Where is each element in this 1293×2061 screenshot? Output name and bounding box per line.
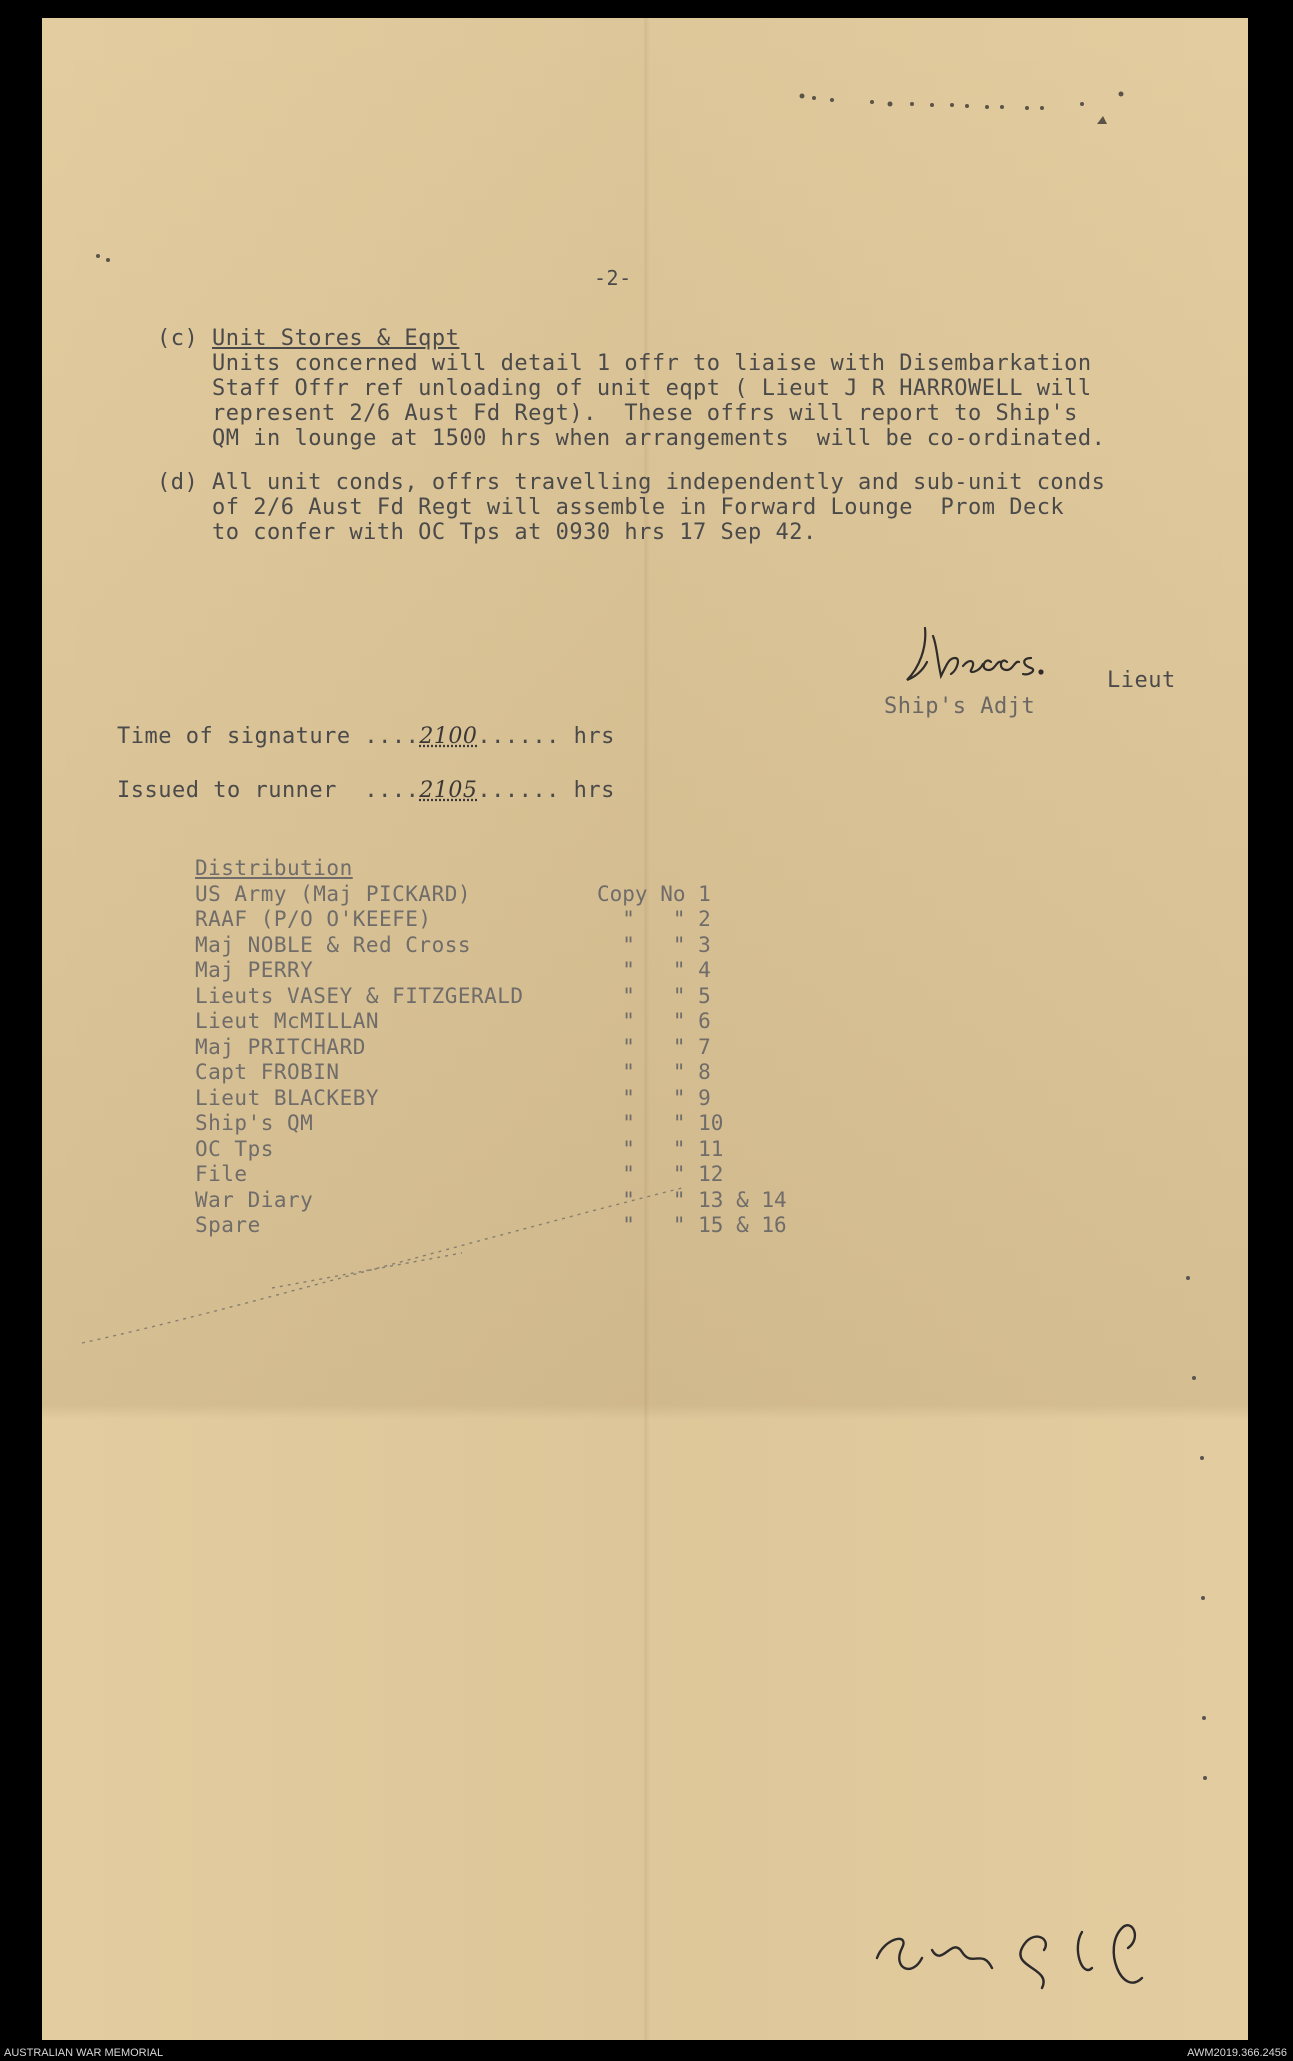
document-page — [42, 18, 1248, 2040]
distribution-name-2: RAAF (P/O O'KEEFE) — [195, 907, 432, 931]
distribution-copy-8: " " 8 — [597, 1060, 711, 1084]
time-of-signature-dots-after: ...... — [477, 724, 560, 749]
distribution-copy-14: " " 15 & 16 — [597, 1213, 787, 1237]
distribution-copy-3: " " 3 — [597, 932, 711, 957]
distribution-list — [195, 856, 524, 1239]
distribution-name-14: Spare — [195, 1213, 261, 1237]
distribution-heading: Distribution — [195, 856, 353, 880]
footer-left: AUSTRALIAN WAR MEMORIAL — [4, 2047, 164, 2059]
distribution-name-8: Capt FROBIN — [195, 1060, 340, 1084]
distribution-name-1: US Army (Maj PICKARD) — [195, 881, 472, 906]
distribution-copy-4: " " 4 — [597, 958, 711, 982]
paragraph-c-line-3: represent 2/6 Aust Fd Regt). These offrs will report to Ship's — [157, 401, 1078, 426]
issued-to-runner-dots-after: ...... — [477, 778, 560, 803]
page-number: -2- — [594, 266, 632, 290]
issued-to-runner-unit: hrs — [559, 778, 615, 803]
paragraph-c-line-2: Staff Offr ref unloading of unit eqpt ( Lieut J R HARROWELL will — [157, 376, 1092, 401]
signature-mark — [897, 618, 1067, 698]
distribution-copy-6: " " 6 — [597, 1009, 711, 1033]
signature-rank: Lieut — [1107, 668, 1176, 693]
distribution-copy-column — [597, 856, 787, 1239]
footer-right: AWM2019.366.2456 — [1187, 2047, 1287, 2059]
time-of-signature-label: Time of signature — [117, 724, 365, 749]
distribution-copy-12: " " 12 — [597, 1162, 724, 1186]
distribution-name-9: Lieut BLACKEBY — [195, 1085, 380, 1110]
paragraph-c-label: (c) — [157, 326, 212, 351]
time-of-signature-dots: .... — [364, 724, 420, 749]
distribution-name-13: War Diary — [195, 1187, 314, 1212]
issued-to-runner-line — [117, 778, 615, 803]
distribution-copy-13: " " 13 & 14 — [597, 1187, 787, 1212]
issued-to-runner-dots: .... — [364, 778, 420, 803]
signature-title: Ship's Adjt — [884, 694, 1036, 719]
paragraph-c-line-1: Units concerned will detail 1 offr to liaise with Disembarkation — [157, 351, 1092, 376]
issued-to-runner-value: 2105 — [419, 778, 478, 803]
paragraph-d-line-1: (d) All unit conds, offrs travelling independently and sub-unit conds — [157, 470, 1106, 495]
distribution-copy-10: " " 10 — [597, 1111, 724, 1135]
distribution-name-12: File — [195, 1162, 248, 1186]
distribution-name-3: Maj NOBLE & Red Cross — [195, 932, 472, 957]
issued-to-runner-label: Issued to runner — [117, 778, 365, 803]
paragraph-c-heading: Unit Stores & Eqpt — [211, 326, 460, 351]
time-of-signature-value: 2100 — [419, 724, 478, 749]
distribution-copy-5: " " 5 — [597, 983, 711, 1008]
time-of-signature-line — [117, 724, 615, 749]
paragraph-d-line-3: to confer with OC Tps at 0930 hrs 17 Sep 42. — [157, 520, 817, 545]
distribution-name-11: OC Tps — [195, 1136, 274, 1161]
paragraph-c — [157, 326, 1105, 451]
time-of-signature-unit: hrs — [559, 724, 615, 749]
distribution-copy-11: " " 11 — [597, 1136, 724, 1161]
paragraph-c-line-4: QM in lounge at 1500 hrs when arrangements will be co-ordinated. — [157, 426, 1106, 451]
distribution-name-4: Maj PERRY — [195, 958, 314, 982]
distribution-copy-2: " " 2 — [597, 907, 711, 931]
distribution-name-7: Maj PRITCHARD — [195, 1034, 366, 1059]
handwritten-annotation — [862, 1898, 1162, 2008]
paragraph-d — [157, 470, 1105, 545]
distribution-copy-7: " " 7 — [597, 1034, 711, 1059]
distribution-copy-1: Copy No 1 — [597, 881, 711, 906]
distribution-copy-9: " " 9 — [597, 1085, 711, 1110]
distribution-name-6: Lieut McMILLAN — [195, 1009, 380, 1033]
distribution-name-5: Lieuts VASEY & FITZGERALD — [195, 983, 524, 1008]
paragraph-d-line-2: of 2/6 Aust Fd Regt will assemble in Forward Lounge Prom Deck — [157, 495, 1065, 520]
distribution-name-10: Ship's QM — [195, 1111, 314, 1135]
